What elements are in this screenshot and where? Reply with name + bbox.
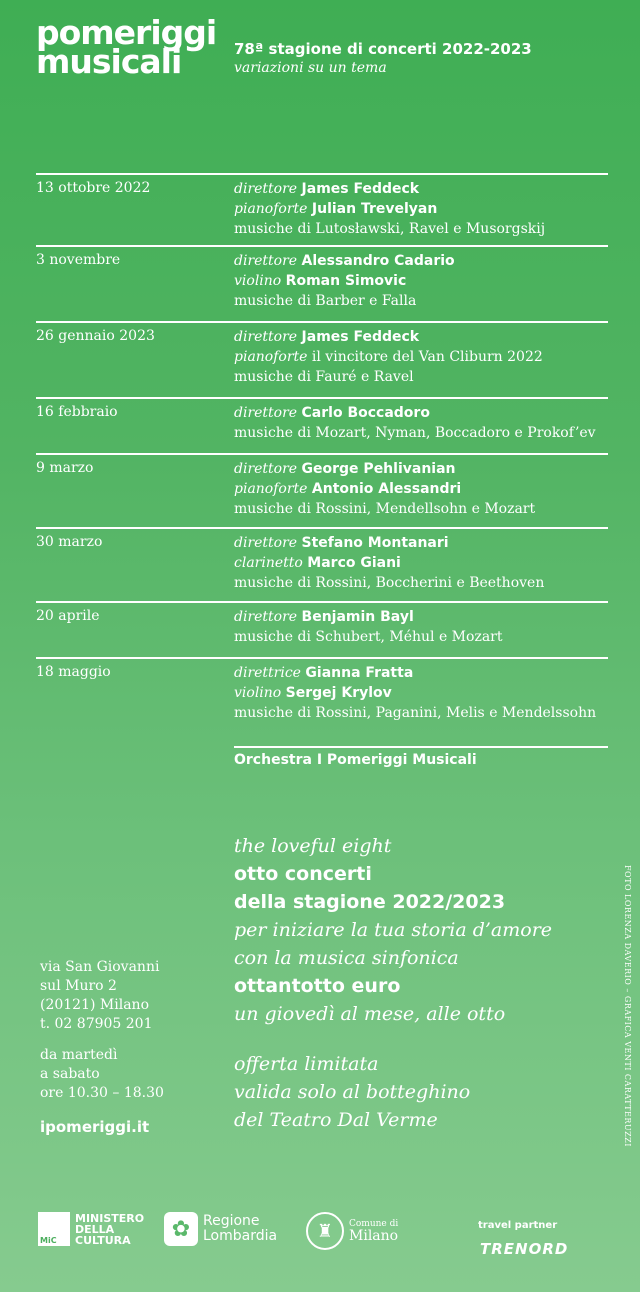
- phone: t. 02 87905 201: [40, 1016, 153, 1032]
- milano-text-line: Milano: [349, 1228, 399, 1244]
- milano-logo: [306, 1212, 398, 1250]
- concert-row: [36, 397, 608, 441]
- concert-date: 13 ottobre 2022: [36, 180, 151, 196]
- concert-row: [36, 245, 608, 309]
- concert-date: 16 febbraio: [36, 404, 118, 420]
- season-title: 78ª stagione di concerti 2022-2023: [234, 40, 532, 58]
- concert-detail-line: [234, 499, 608, 519]
- lombardia-text-line: Lombardia: [203, 1228, 278, 1244]
- concert-detail-line: [234, 703, 608, 723]
- program-text: il vincitore del Van Cliburn 2022: [311, 349, 543, 365]
- concert-row: [36, 601, 608, 645]
- performer-name: Stefano Montanari: [301, 535, 449, 551]
- concert-detail-line: [234, 199, 608, 219]
- concert-detail-line: [234, 271, 608, 291]
- program-text: musiche di Lutosławski, Ravel e Musorgskij: [234, 221, 546, 237]
- milano-crest-icon: ♜: [306, 1212, 344, 1250]
- performer-role: direttrice: [234, 665, 301, 681]
- concert-date: 18 maggio: [36, 664, 111, 680]
- concert-row: [36, 657, 608, 721]
- performer-name: George Pehlivanian: [301, 461, 456, 477]
- performer-name: James Feddeck: [301, 329, 420, 345]
- logo-line-1: pomeriggi: [36, 13, 217, 52]
- concert-detail-line: [234, 219, 608, 239]
- opening-hours: [40, 1046, 164, 1103]
- promo-line: otto concerti: [234, 863, 372, 885]
- address-line: via San Giovanni: [40, 959, 160, 975]
- performer-role: direttore: [234, 181, 298, 197]
- concert-row: [36, 321, 608, 385]
- concert-detail-line: [234, 553, 608, 573]
- performer-role: pianoforte: [234, 349, 308, 365]
- performer-role: direttore: [234, 535, 298, 551]
- lombardia-rose-icon: ✿: [164, 1212, 198, 1246]
- program-text: musiche di Rossini, Boccherini e Beethoven: [234, 575, 545, 591]
- concert-detail-line: [234, 423, 608, 443]
- performer-name: Benjamin Bayl: [301, 609, 414, 625]
- concert-detail-line: [234, 607, 608, 627]
- program-text: musiche di Rossini, Mendellsohn e Mozart: [234, 501, 536, 517]
- performer-name: Alessandro Cadario: [301, 253, 455, 269]
- concert-detail-line: [234, 479, 608, 499]
- orchestra-name: Orchestra I Pomeriggi Musicali: [234, 752, 477, 768]
- promo-block: [234, 832, 594, 1134]
- concert-date: 26 gennaio 2023: [36, 328, 155, 344]
- orchestra-divider: [234, 746, 608, 748]
- promo-line: offerta limitata: [234, 1053, 379, 1075]
- concert-detail-line: [234, 403, 608, 423]
- promo-price: ottantotto euro: [234, 975, 401, 997]
- mic-text-line: MINISTERO: [75, 1211, 145, 1225]
- promo-line: the loveful eight: [234, 835, 392, 857]
- program-text: musiche di Schubert, Méhul e Mozart: [234, 629, 503, 645]
- promo-line: valida solo al botteghino: [234, 1081, 471, 1103]
- logo-line-2: musicali: [36, 42, 182, 81]
- address-line: sul Muro 2: [40, 978, 117, 994]
- address: [40, 958, 159, 1034]
- promo-line: un giovedì al mese, alle otto: [234, 1003, 506, 1025]
- concert-detail-line: [234, 533, 608, 553]
- performer-name: James Feddeck: [301, 181, 420, 197]
- season-subtitle: variazioni su un tema: [234, 60, 387, 76]
- performer-role: direttore: [234, 461, 298, 477]
- hours-line: ore 10.30 – 18.30: [40, 1085, 164, 1101]
- performer-role: pianoforte: [234, 481, 308, 497]
- performer-name: Marco Giani: [307, 555, 401, 571]
- performer-role: violino: [234, 273, 282, 289]
- concert-date: 20 aprile: [36, 608, 100, 624]
- mic-logo: [38, 1212, 144, 1246]
- concert-detail-line: [234, 367, 608, 387]
- performer-name: Antonio Alessandri: [311, 481, 462, 497]
- website-link[interactable]: ipomeriggi.it: [40, 1118, 150, 1136]
- performer-name: Carlo Boccadoro: [301, 405, 430, 421]
- performer-name: Sergej Krylov: [285, 685, 392, 701]
- concert-detail-line: [234, 291, 608, 311]
- concert-detail-line: [234, 459, 608, 479]
- concert-date: 9 marzo: [36, 460, 94, 476]
- concert-detail-line: [234, 663, 608, 683]
- performer-role: direttore: [234, 405, 298, 421]
- photo-credit-text: FOTO LORENZA DAVERIO – GRAFICA VENTI CARATTERUZZI: [623, 865, 632, 1147]
- milano-text-line: Comune di: [349, 1219, 399, 1229]
- concert-row: [36, 453, 608, 517]
- performer-name: Roman Simovic: [285, 273, 407, 289]
- travel-partner-label: travel partner: [478, 1220, 558, 1231]
- promo-line: del Teatro Dal Verme: [234, 1109, 438, 1131]
- lombardia-logo: [164, 1212, 277, 1246]
- performer-name: Julian Trevelyan: [311, 201, 438, 217]
- concert-detail-line: [234, 627, 608, 647]
- concert-detail-line: [234, 573, 608, 593]
- hours-line: a sabato: [40, 1066, 100, 1082]
- program-text: musiche di Barber e Falla: [234, 293, 417, 309]
- hours-line: da martedì: [40, 1047, 118, 1063]
- performer-role: clarinetto: [234, 555, 303, 571]
- concert-detail-line: [234, 179, 608, 199]
- performer-role: violino: [234, 685, 282, 701]
- performer-role: direttore: [234, 609, 298, 625]
- concert-date: 30 marzo: [36, 534, 103, 550]
- program-text: musiche di Mozart, Nyman, Boccadoro e Prokof’ev: [234, 425, 596, 441]
- program-text: musiche di Fauré e Ravel: [234, 369, 414, 385]
- photo-credit: [622, 865, 632, 1145]
- promo-line: con la musica sinfonica: [234, 947, 459, 969]
- concert-detail-line: [234, 327, 608, 347]
- performer-role: pianoforte: [234, 201, 308, 217]
- program-text: musiche di Rossini, Paganini, Melis e Mendelssohn: [234, 705, 597, 721]
- concert-detail-line: [234, 683, 608, 703]
- mic-text-line: CULTURA: [75, 1233, 131, 1247]
- mic-emblem-icon: [38, 1212, 70, 1246]
- performer-role: direttore: [234, 253, 298, 269]
- concert-detail-line: [234, 251, 608, 271]
- promo-line: per iniziare la tua storia d’amore: [234, 919, 553, 941]
- concert-detail-line: [234, 347, 608, 367]
- performer-role: direttore: [234, 329, 298, 345]
- lombardia-text-line: Regione: [203, 1213, 260, 1229]
- concert-row: [36, 527, 608, 591]
- performer-name: Gianna Fratta: [305, 665, 414, 681]
- mic-text-line: DELLA: [75, 1222, 115, 1236]
- trenord-logo: TRENORD: [480, 1240, 569, 1258]
- promo-line: della stagione 2022/2023: [234, 891, 506, 913]
- concert-row: [36, 173, 608, 237]
- address-line: (20121) Milano: [40, 997, 149, 1013]
- logo: [36, 13, 217, 81]
- concert-date: 3 novembre: [36, 252, 121, 268]
